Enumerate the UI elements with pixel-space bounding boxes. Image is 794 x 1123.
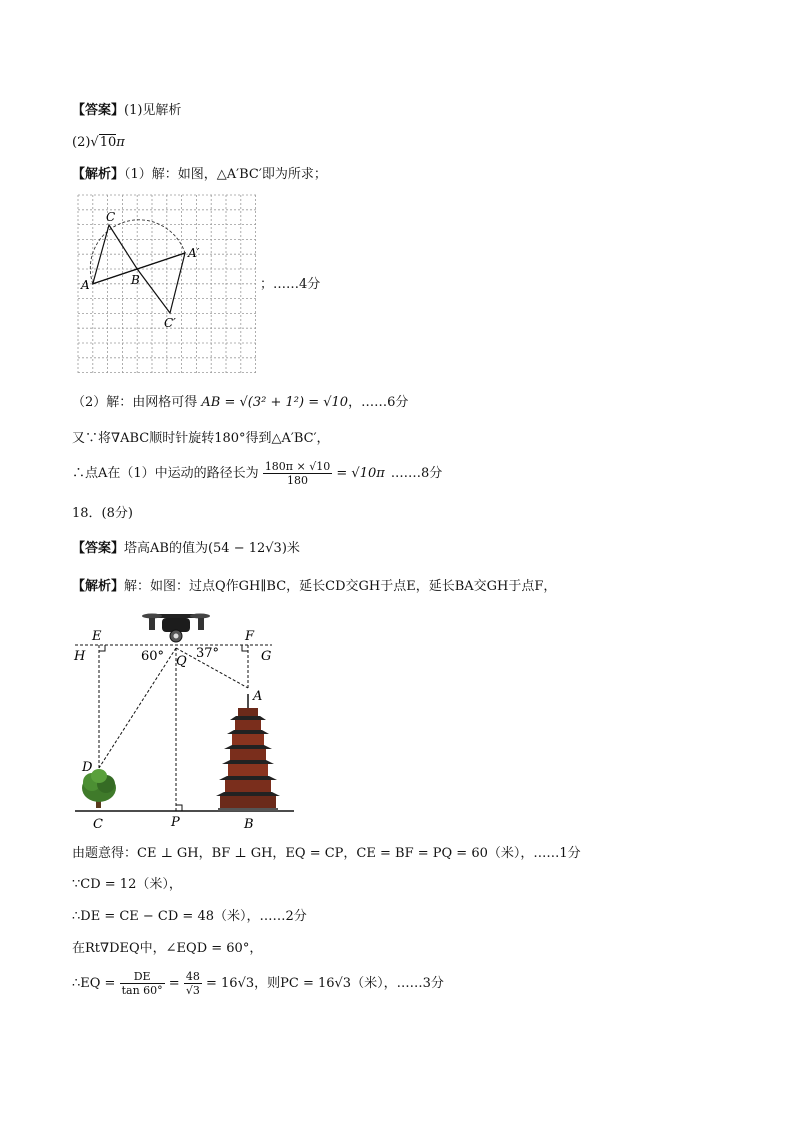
- label-angle-37: 37°: [196, 646, 220, 661]
- label-c-prime: C′: [164, 316, 176, 330]
- label-a: A: [253, 689, 263, 704]
- answer-2-line: (2)√10π: [72, 135, 125, 150]
- label-c: C: [93, 817, 103, 832]
- question-18-heading: 18．(8分): [72, 506, 133, 521]
- step-2: （2）解：由网格可得 AB = √(3² + 1²) = √10，……6分: [72, 395, 409, 410]
- fraction-48-sqrt3: $\frac{48}{√3}$: [185, 970, 200, 997]
- label-q: Q: [176, 654, 187, 669]
- step-2-math: AB = √(3² + 1²) = √10: [201, 395, 349, 410]
- label-p: P: [171, 815, 180, 830]
- label-b: B: [131, 273, 140, 287]
- step-4: ∴点A在（1）中运动的路径长为 $\frac{180\pi \times √10}{180}$ = √10π .……8分: [72, 460, 443, 487]
- label-c: C: [106, 210, 116, 224]
- grid-points-note: ；……4分: [260, 277, 321, 292]
- qd-line: [99, 648, 176, 768]
- fraction-de-tan: $\frac{DE}{\tan 60^\circ}$: [121, 970, 163, 997]
- right-angle-p: [176, 805, 182, 811]
- analysis-line-18: 【解析】解：如图：过点Q作GH∥BC，延长CD交GH于点E，延长BA交GH于点F，: [72, 579, 557, 594]
- drone-icon: [142, 614, 210, 643]
- right-angle-f: [242, 645, 248, 651]
- solution-line-1: 由题意得：CE ⊥ GH，BF ⊥ GH，EQ = CP，CE = BF = PQ = 60（米），……1分: [72, 846, 581, 861]
- solution-line-5: ∴EQ = $\frac{DE}{\tan 60^\circ}$ = $\frac{48}{√3}$ = 16√3，则PC = 16√3（米），……3分: [72, 970, 444, 997]
- label-g: G: [261, 649, 272, 664]
- label-e: E: [92, 629, 102, 644]
- grid-lines: [78, 195, 256, 373]
- label-f: F: [245, 629, 255, 644]
- analysis-line-17: [72, 166, 327, 184]
- triangle-a-prime-b-c-prime: [137, 253, 185, 313]
- solution-line-3: ∴DE = CE − CD = 48（米），……2分: [72, 909, 307, 924]
- pagoda-figure: [72, 608, 302, 834]
- label-h: H: [74, 649, 86, 664]
- analysis-1: （1）解：如图，△A′BC′即为所求；: [124, 167, 327, 182]
- label-b: B: [244, 817, 254, 832]
- right-angle-e: [99, 645, 105, 651]
- solution-line-4: 在Rt∇DEQ中，∠EQD = 60°，: [72, 941, 263, 956]
- label-angle-60: 60°: [141, 649, 165, 664]
- analysis-tag: 【解析】: [72, 167, 125, 182]
- pagoda-icon: [216, 694, 280, 811]
- answer-tag: 【答案】: [72, 103, 125, 118]
- solution-line-2: ∵CD = 12（米），: [72, 877, 182, 892]
- answer-1: (1)见解析: [124, 103, 182, 118]
- label-d: D: [82, 760, 93, 775]
- answer-line-18: 【答案】塔高AB的值为(54 − 12√3)米: [72, 541, 300, 556]
- step-3: 又∵将∇ABC顺时针旋转180°得到△A′BC′，: [72, 431, 330, 446]
- label-a: A: [81, 278, 90, 292]
- step-4-fraction: $\frac{180\pi \times √10}{180}$: [264, 460, 331, 487]
- grid-figure: [78, 195, 260, 375]
- answer-line-17: [72, 102, 181, 120]
- label-a-prime: A′: [188, 246, 200, 260]
